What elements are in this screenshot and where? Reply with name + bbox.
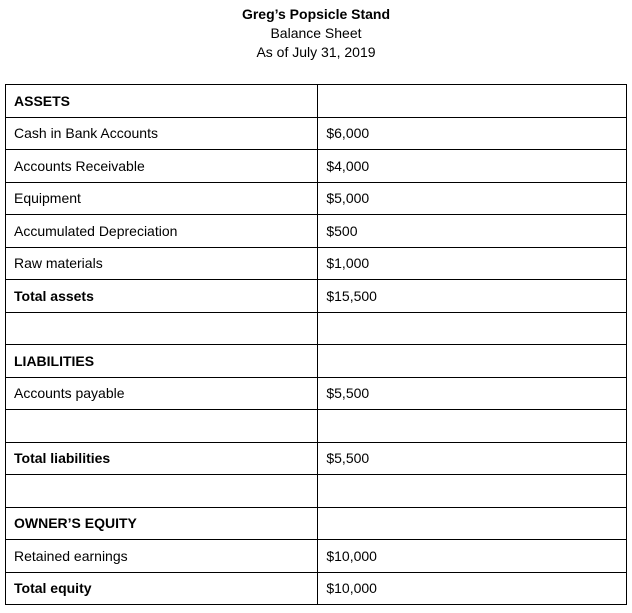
row-value-cell (318, 345, 627, 378)
row-value-cell (318, 507, 627, 540)
row-value-cell: $4,000 (318, 150, 627, 183)
table-row (6, 85, 627, 118)
balance-sheet-table (5, 84, 627, 605)
row-label-cell: OWNER’S EQUITY (6, 507, 318, 540)
row-value-cell (318, 475, 627, 508)
row-value-cell: $500 (318, 215, 627, 248)
row-value-cell: $15,500 (318, 280, 627, 313)
row-value-cell (318, 410, 627, 443)
table-row (6, 377, 627, 410)
company-name: Greg’s Popsicle Stand (241, 6, 391, 22)
row-label-cell: Retained earnings (6, 540, 318, 573)
row-label-cell: Accounts Receivable (6, 150, 318, 183)
row-label-cell: Total liabilities (6, 442, 318, 475)
row-value-cell: $1,000 (318, 247, 627, 280)
document-header (0, 0, 632, 62)
table-row (6, 117, 627, 150)
table-row (6, 312, 627, 345)
table-row (6, 410, 627, 443)
row-label-cell: Accounts payable (6, 377, 318, 410)
table-row (6, 475, 627, 508)
row-label-cell (6, 475, 318, 508)
table-row (6, 572, 627, 605)
row-value-cell: $10,000 (318, 572, 627, 605)
row-label-cell: Accumulated Depreciation (6, 215, 318, 248)
row-label-cell: Total assets (6, 280, 318, 313)
row-value-cell (318, 312, 627, 345)
table-row (6, 345, 627, 378)
row-label-cell: Equipment (6, 182, 318, 215)
table-row (6, 507, 627, 540)
row-value-cell: $5,500 (318, 442, 627, 475)
row-value-cell (318, 85, 627, 118)
balance-sheet-body (6, 85, 627, 605)
table-row (6, 540, 627, 573)
row-label-cell (6, 410, 318, 443)
row-label-cell: Cash in Bank Accounts (6, 117, 318, 150)
report-date: As of July 31, 2019 (256, 44, 376, 60)
row-value-cell: $5,500 (318, 377, 627, 410)
table-row (6, 280, 627, 313)
row-label-cell (6, 312, 318, 345)
table-row (6, 182, 627, 215)
table-row (6, 442, 627, 475)
row-label-cell: Total equity (6, 572, 318, 605)
table-row (6, 247, 627, 280)
row-label-cell: ASSETS (6, 85, 318, 118)
report-title: Balance Sheet (270, 25, 362, 41)
row-label-cell: Raw materials (6, 247, 318, 280)
table-row (6, 150, 627, 183)
row-value-cell: $10,000 (318, 540, 627, 573)
row-label-cell: LIABILITIES (6, 345, 318, 378)
table-row (6, 215, 627, 248)
row-value-cell: $6,000 (318, 117, 627, 150)
row-value-cell: $5,000 (318, 182, 627, 215)
